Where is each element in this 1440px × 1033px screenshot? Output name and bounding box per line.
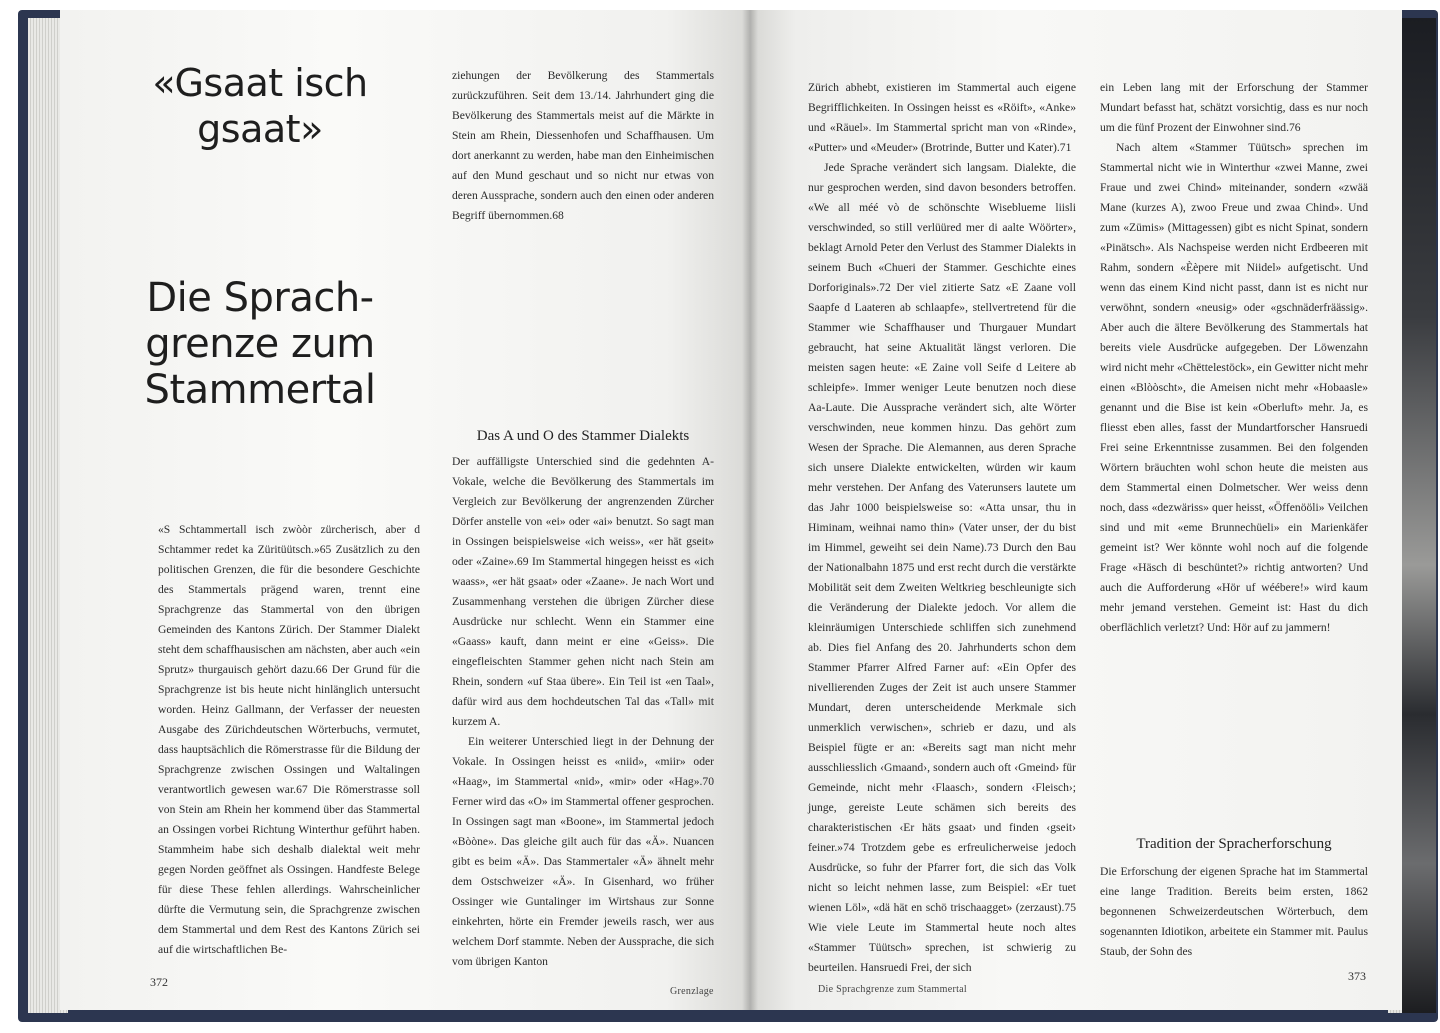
page-number: 373 [1348,969,1366,983]
left-column-1 [158,520,420,960]
left-column-2-top [452,66,714,226]
chapter-title: Die Sprach-grenze zum Stammertal [144,275,376,413]
left-column-2 [452,452,714,972]
paragraph: ziehungen der Bevölkerung des Stammertals zurückzuführen. Seit dem 13./14. Jahrhundert ging die Bevölkerung des Stammertals meist auf die Märkte in Stein am Rhein, Diessenhofen und Schaffhausen. Um dort anerkannt zu werden, habe man den Einheimischen auf den Mund geschaut und so nicht nur etwas von deren Aussprache, sondern auch den einen oder anderen Begriff übernommen.68 [452,69,714,222]
paragraph: Der auffälligste Unterschied sind die gedehnten A-Vokale, welche die Bevölkerung des Stammertals im Vergleich zur Bevölkerung der angrenzenden Zürcher Dörfer anstelle von «ei» oder «ai» benutzt. So sagt man in Ossingen beispielsweise «ich weiss», «er hät gseit» oder «Zaine».69 Im Stammertal hingegen heisst es «ich waass», «er hät gsaat» oder «Zaane». Je nach Wort und Zusammenhang verstehen die übrigen Zürcher diese Ausdrücke nur schlecht. Wenn ein Stammer eine «Gaass» kauft, dann meint er eine «Geiss». Die eingefleischten Stammer gehen nicht nach Stein am Rhein, sondern «uf Staa übere». Ein Teil ist «en Taal», dafür wird aus dem hochdeutschen Tal das «Tall» mit kurzem A. [452,455,714,728]
running-head: Die Sprachgrenze zum Stammertal [818,984,967,995]
paragraph: Ein weiterer Unterschied liegt in der Dehnung der Vokale. In Ossingen heisst es «niid», «miir» oder «Haag», im Stammertal «nid», «mir» oder «Hag».70 Ferner wird das «O» im Stammertal offener gesprochen. In Ossingen sagt man «Boone», im Stammertal jedoch «Bòòne». Das gleiche gilt auch für das «Ä». Nuancen gibt es beim «Ä». Das Stammertaler «Ä» ähnelt mehr dem Ostschweizer «Ä». In Gisenhard, wo früher Ossinger wie Guntalinger im Wirtshaus zur Sonne einkehrten, hörte ein Fremder jeweils rasch, wer aus welchem Dorf stammte. Neben der Aussprache, die sich vom übrigen Kanton [452,735,714,968]
paragraph: Zürich abhebt, existieren im Stammertal auch eigene Begrifflichkeiten. In Ossingen heisst es «Röift», «Anke» und «Räuel». Im Stammertal spricht man von «Rinde», «Putter» und «Meuder» (Brotrinde, Butter und Kater).71 [808,81,1076,154]
subheading: Das A und O des Stammer Dialekts [476,428,690,444]
facing-photo-edge [1402,18,1436,1013]
paragraph: «S Schtammertall isch zwòòr zürcherisch, aber d Schtammer redet ka Züritüütsch.»65 Zusätzlich zu den politischen Grenzen, die für die besondere Geschichte des Stammertals prägend waren, trennt eine Sprachgrenze das Stammertal von den übrigen Gemeinden des Kantons Zürich. Der Stammer Dialekt steht dem schaffhausischen am nächsten, aber auch «ein Sprutz» thurgauisch gehört dazu.66 Der Grund für die Sprachgrenze ist bis heute nicht hinlänglich untersucht worden. Heinz Gallmann, der Verfasser der neuesten Ausgabe des Zürichdeutschen Wörterbuchs, vermutet, dass hauptsächlich die Römerstrasse für die Bildung der Sprachgrenze zwischen Ossingen und Waltalingen verantwortlich gewesen war.67 Die Römerstrasse soll von Stein am Rhein her kommend über das Stammertal an Ossingen vorbei Richtung Winterthur geführt haben. Stammheim habe sich deshalb dialektal weit mehr gegen Norden geöffnet als Ossingen. Handfeste Belege für diese These fehlen allerdings. Wahrscheinlicher dürfte die Vermutung sein, die Sprachgrenze zwischen dem Stammertal und dem Rest des Kantons Zürich sei auf die wirtschaftlichen Be- [158,523,420,956]
paragraph: Jede Sprache verändert sich langsam. Dialekte, die nur gesprochen werden, sind davon besonders betroffen. «We all méé vò de schönschte Wiseblueme liisli verschwinded, so still verlüüred mer di aalte Wöörter», beklagt Arnold Peter den Verlust des Stammer Dialekts in seinem Buch «Chueri der Stammer. Geschichte eines Dorforiginals».72 Der viel zitierte Satz «E Zaane voll Saapfe d Laateren ab schlaapfe», stellvertretend für die Stammer wie Schaffhauser und Thurgauer Mundart gebraucht, hat seine Aktualität längst verloren. Die meisten sagen heute: «E Zaine voll Seife d Leitere ab schleipfe». Immer weniger Leute benutzen noch diese Aa-Laute. Die Aussprache verändert sich, alte Wörter verschwinden, neue kommen hinzu. Das gehört zum Wesen der Sprache. Die Alemannen, aus deren Sprache sich unsere Dialekte entwickelten, würden wir kaum mehr verstehen. Der Anfang des Vaterunsers lautete um das Jahr 1000 beispielsweise so: «Atta unsar, thu in Himinam, weihnai namo thin» (Vater unser, der du bist im Himmel, geweiht sei dein Name).73 Durch den Bau der Nationalbahn 1875 und erst recht durch die verstärkte Mobilität seit dem Zweiten Weltkrieg beschleunigte sich die Veränderung der Dialekte jedoch. Vor allem die kleinräumigen Unterschiede schliffen sich zunehmend ab. Dies fiel Anfang des 20. Jahrhunderts schon dem Stammer Pfarrer Alfred Farner auf: «Ein Opfer des nivellierenden Zuges der Zeit ist auch unsere Stammer Mundart, deren unterscheidende Merkmale sich unmerklich verwischen», schrieb er dazu, und als Beispiel fügte er an: «Bereits sagt man nicht mehr ausschliesslich ‹Gmaand›, sondern auch oft ‹Gmeind› für Gemeinde, nicht mehr ‹Flaasch›, sondern ‹Fleisch›; junge, gereiste Leute schämen sich bereits des charakteristischen ‹Er häts gsaat› und finden ‹gseit› feiner.»74 Trotzdem gebe es erfreulicherweise jedoch Ausdrücke, so fuhr der Pfarrer fort, die sich das Volk nicht so leicht nehmen lasse, zum Beispiel: «Er tuet wienen Löl», «dä hät en schö trischaagget» (zerzaust).75 Wie viele Leute im Stammertal heute noch altes «Stammer Tüütsch» sprechen, ist schwierig zu beurteilen. Hansruedi Frei, der sich [808,161,1076,974]
page-title: «Gsaat isch gsaat» [152,61,368,151]
right-column-1 [808,78,1076,978]
paragraph: ein Leben lang mit der Erforschung der Stammer Mundart befasst hat, schätzt vorsichtig, dass es nur noch um die fünf Prozent der Einwohner sind.76 [1100,81,1368,134]
right-column-2 [1100,78,1368,638]
right-column-2-bottom [1100,862,1368,962]
page-number: 372 [150,975,168,989]
running-head: Grenzlage [670,986,714,997]
paragraph: Nach altem «Stammer Tüütsch» sprechen im Stammertal nicht wie in Winterthur «zwei Manne, zwei Fraue und zwei Chind» miteinander, sondern «zwää Mane (kurzes A), zwoo Freue und zwaa Chind». Und zum «Zümis» (Mittagessen) gibt es nicht Spinat, sondern «Pinätsch». Als Nachspeise werden nicht Erdbeeren mit Rahm, sondern «Èèpere mit Niidel» aufgetischt. Und wenn das einem Kind nicht passt, dann ist es nicht nur verwöhnt, sondern «neusig» oder «gschnäderfräässig». Aber auch die ältere Bevölkerung des Stammertals hat bereits viele Ausdrücke aufgegeben. Der Löwenzahn wird nicht mehr «Chëttelestöck», ein Gewitter nicht mehr einen «Blòòscht», die Ameisen nicht mehr «Hobaasle» genannt und die Bise ist kein «Oberluft» mehr. Ja, es fliesst eben alles, fasst der Mundartforscher Hansruedi Frei seine Erkenntnisse zusammen. Bei den folgenden Wörtern bräuchten wohl schon heute die meisten aus dem Stammertal einen Dolmetscher. Wer weiss denn noch, dass «dezwäriss» quer heisst, «Öffenööli» Veilchen sind und mit «eme Brunnechüeli» ein Marienkäfer gemeint ist? Wer könnte wohl noch auf die folgende Frage «Häsch di beschüntet?» richtig antworten? Und auch die Aufforderung «Hör uf wéébere!» wird kaum mehr jemand verstehen. Gemeint ist: Hast du dich oberflächlich verletzt? Und: Hör auf zu jammern! [1100,141,1368,634]
subheading: Tradition der Spracherforschung [1136,836,1332,852]
book-gutter [742,10,758,1010]
paragraph: Die Erforschung der eigenen Sprache hat im Stammertal eine lange Tradition. Bereits beim ersten, 1862 begonnenen Schweizerdeutschen Wörterbuch, dem sogenannten Idiotikon, arbeitete ein Stammer mit. Paulus Staub, der Sohn des [1100,865,1368,958]
